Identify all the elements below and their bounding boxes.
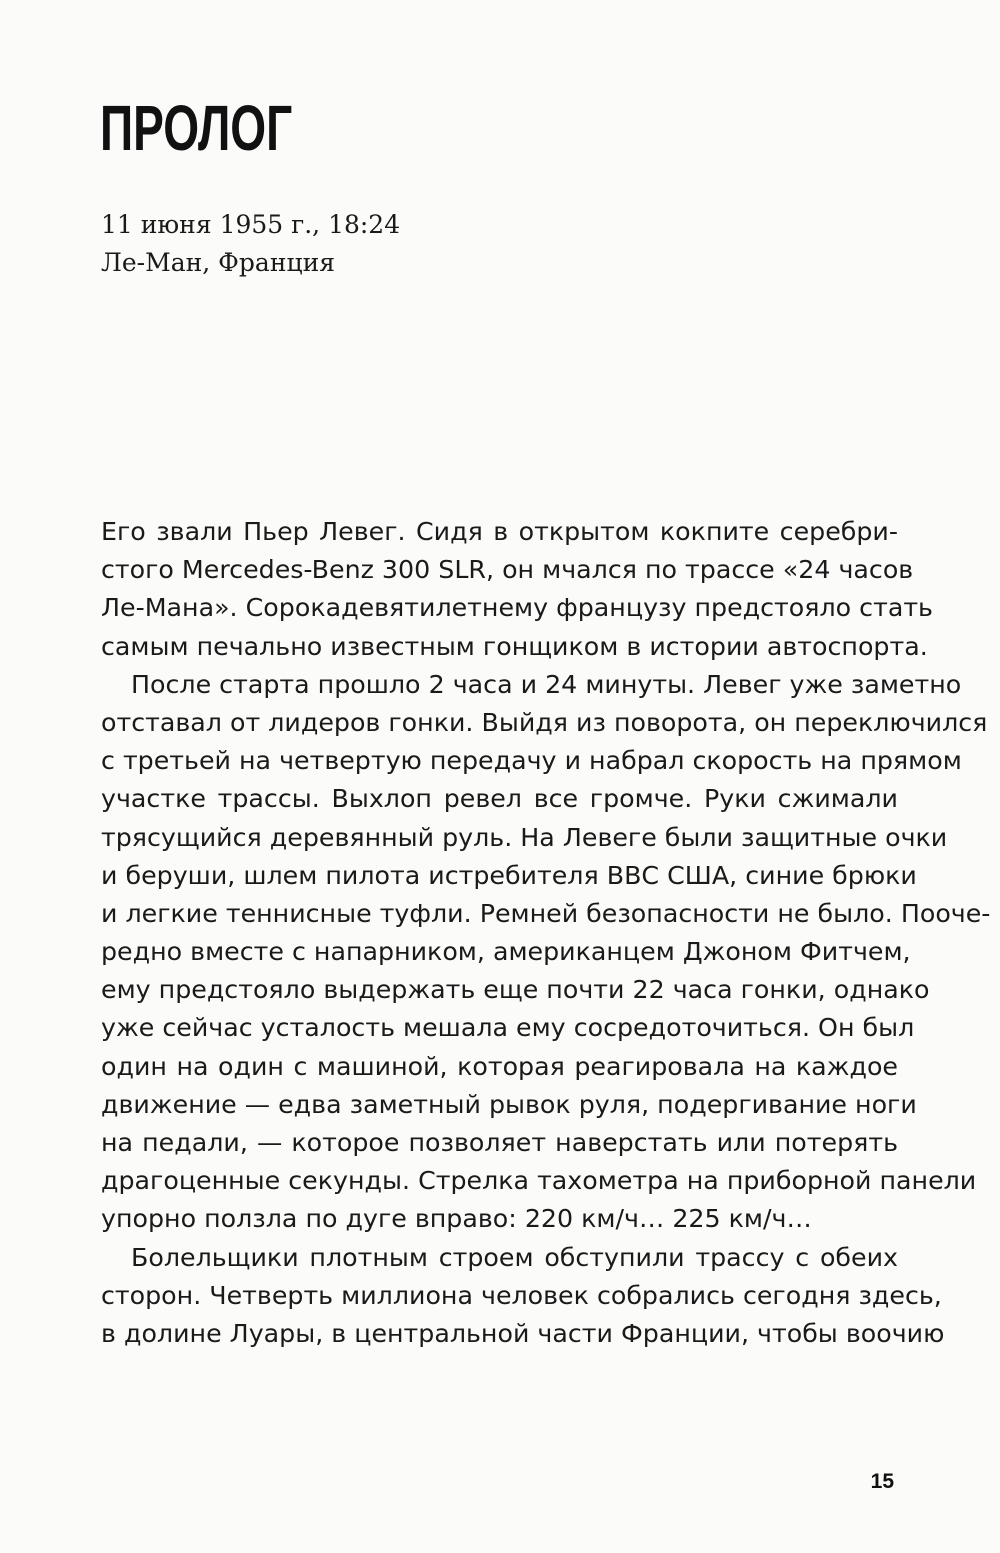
text-line: ему предстояло выдержать еще почти 22 часа гонки, однако	[101, 975, 930, 1005]
text-line: уже сейчас усталость мешала ему сосредоточиться. Он был	[101, 1013, 915, 1043]
text-line: с третьей на четвертую передачу и набрал скорость на прямом	[101, 746, 962, 776]
text-line: движение — едва заметный рывок руля, подергивание ноги	[101, 1089, 917, 1119]
text-line: Ле-Мана». Сорокадевятилетнему французу предстояло стать	[101, 593, 933, 623]
text-line: отставал от лидеров гонки. Выйдя из поворота, он переключился	[101, 707, 988, 737]
text-line: стого Mercedes-Benz 300 SLR, он мчался по трассе «24 часов	[101, 555, 914, 585]
text-line: драгоценные секунды. Стрелка тахометра на приборной панели	[101, 1166, 977, 1196]
text-line: на педали, — которое позволяет наверстать или потерять	[101, 1128, 898, 1157]
dateline	[101, 206, 400, 282]
page-number: 15	[870, 1470, 894, 1493]
text-line: и беруши, шлем пилота истребителя ВВС США, синие брюки	[101, 860, 917, 890]
text-line: трясущийся деревянный руль. На Левеге были защитные очки	[101, 822, 948, 852]
text-line: участке трассы. Выхлоп ревел все громче. Руки сжимали	[101, 784, 898, 814]
text-line: в долине Луары, в центральной части Франции, чтобы воочию	[101, 1318, 945, 1348]
text-line: один на один с машиной, которая реагировала на каждое	[101, 1051, 898, 1081]
chapter-title: ПРОЛОГ	[100, 92, 293, 164]
body-text	[101, 513, 991, 1353]
text-line: Болельщики плотным строем обступили трассу с обеих	[131, 1242, 898, 1272]
dateline-date: 11 июня 1955 г., 18:24	[101, 210, 401, 239]
dateline-place: Ле-Ман, Франция	[101, 248, 335, 277]
text-line: редно вместе с напарником, американцем Джоном Фитчем,	[101, 937, 911, 967]
text-line: и легкие теннисные туфли. Ремней безопасности не было. Поочe-	[101, 898, 991, 928]
text-line: самым печально известным гонщиком в истории автоспорта.	[101, 631, 928, 661]
text-line: сторон. Четверть миллиона человек собрались сегодня здесь,	[101, 1280, 942, 1310]
text-line: упорно ползла по дуге вправо: 220 км/ч… 225 км/ч…	[101, 1204, 812, 1234]
text-line: Его звали Пьер Левег. Сидя в открытом кокпите серебри-	[101, 517, 898, 546]
text-line: После старта прошло 2 часа и 24 минуты. Левег уже заметно	[131, 669, 962, 699]
